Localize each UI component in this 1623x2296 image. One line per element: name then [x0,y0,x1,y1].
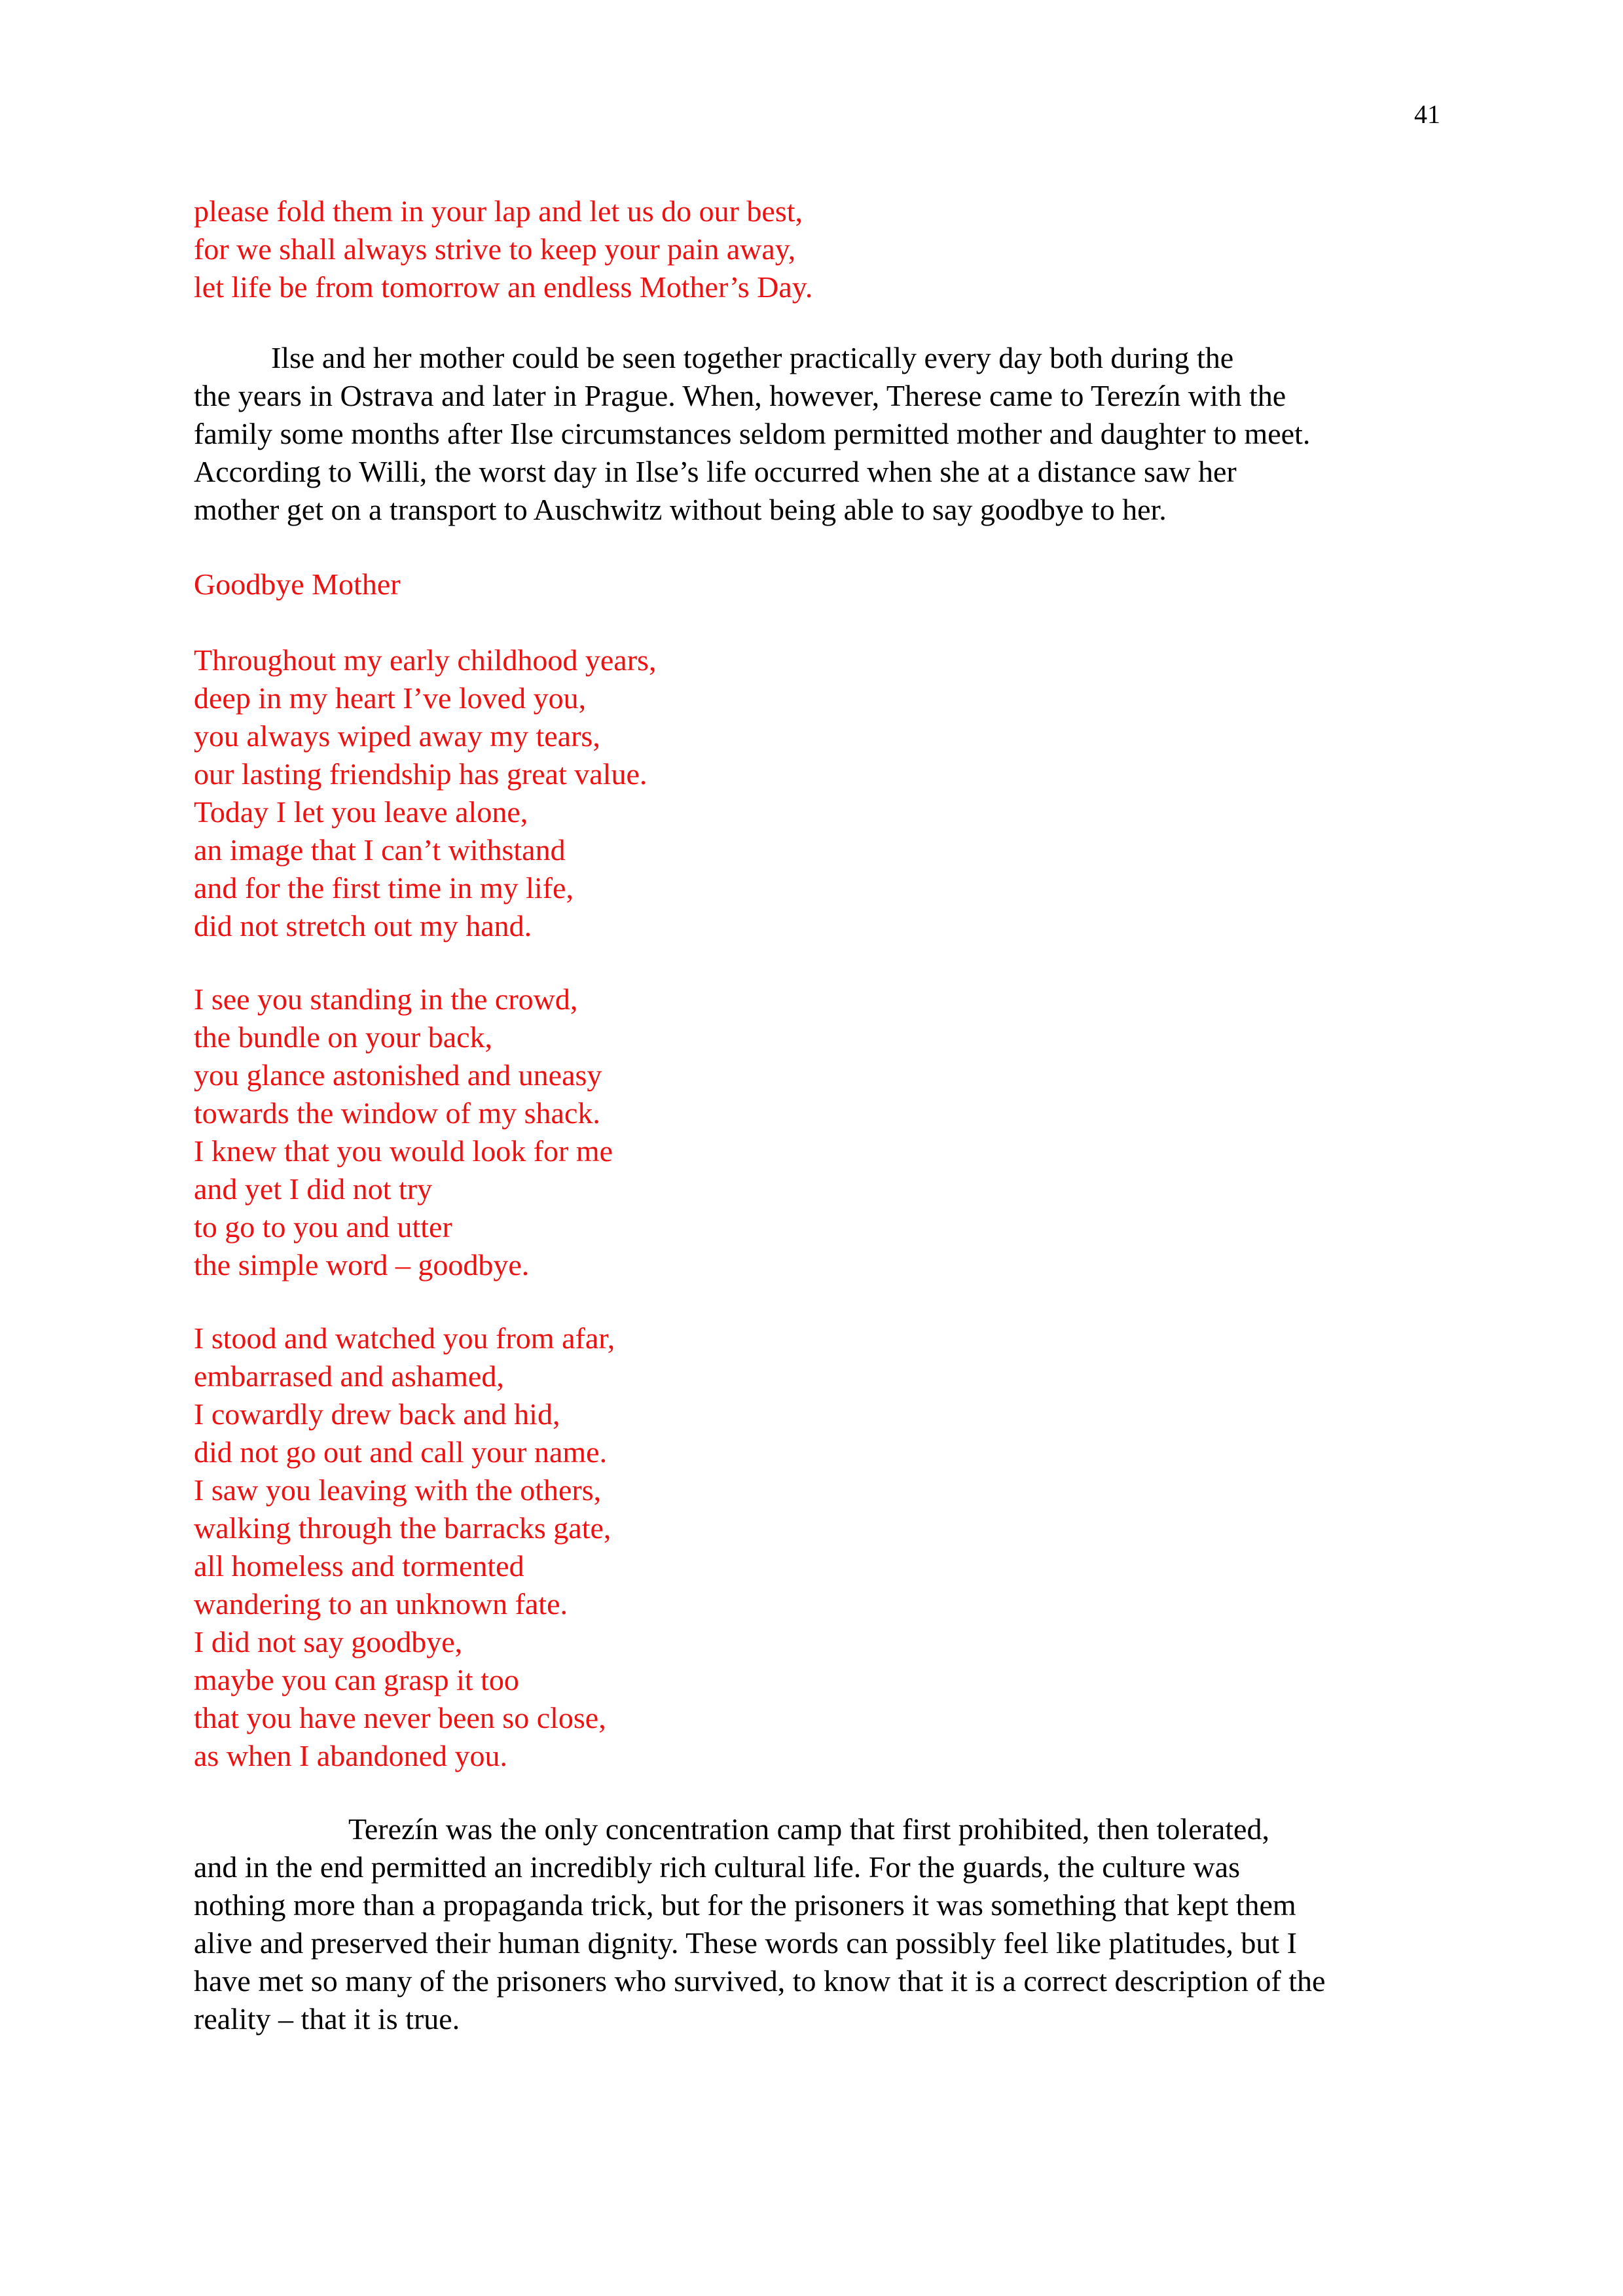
poem-line: please fold them in your lap and let us do our best, [194,194,803,228]
poem-line: an image that I can’t withstand [194,833,566,867]
poem-line: that you have never been so close, [194,1701,606,1734]
poem-line: I stood and watched you from afar, [194,1321,615,1355]
poem-title-text: Goodbye Mother [194,567,401,601]
poem-line: let life be from tomorrow an endless Mother’s Day. [194,270,813,304]
poem-line: towards the window of my shack. [194,1096,600,1130]
poem-line: you glance astonished and uneasy [194,1058,602,1092]
paragraph-line: mother get on a transport to Auschwitz without being able to say goodbye to her. [194,493,1167,526]
paragraph-line: Ilse and her mother could be seen together practically every day both during the [271,341,1234,374]
poem-line: and yet I did not try [194,1172,433,1206]
page-number: 41 [1414,99,1440,129]
poem-stanza-1 [194,641,656,945]
poem-line: deep in my heart I’ve loved you, [194,681,587,715]
poem-line: Throughout my early childhood years, [194,643,657,677]
poem-line: to go to you and utter [194,1210,452,1244]
paragraph-line: nothing more than a propaganda trick, but for the prisoners it was something that kept them [194,1888,1296,1922]
poem-ending [194,192,812,306]
poem-stanza-2 [194,980,613,1284]
poem-line: you always wiped away my tears, [194,719,600,753]
paragraph-line: the years in Ostrava and later in Prague. When, however, Therese came to Terezín with the [194,379,1286,412]
poem-line: maybe you can grasp it too [194,1663,519,1696]
poem-line: wandering to an unknown fate. [194,1587,568,1621]
poem-line: did not go out and call your name. [194,1435,608,1469]
paragraph-ilse-and-mother [194,339,1310,529]
poem-line: I knew that you would look for me [194,1134,613,1168]
poem-line: the simple word – goodbye. [194,1248,530,1282]
poem-stanza-3 [194,1319,615,1775]
paragraph-line: have met so many of the prisoners who survived, to know that it is a correct description of the [194,1964,1326,1998]
poem-line: I cowardly drew back and hid, [194,1397,560,1431]
poem-line: our lasting friendship has great value. [194,757,647,791]
paragraph-line: According to Willi, the worst day in Ilse’s life occurred when she at a distance saw her [194,455,1237,488]
poem-line: all homeless and tormented [194,1549,524,1583]
poem-line: for we shall always strive to keep your pain away, [194,232,796,266]
poem-title [194,565,401,603]
poem-line: walking through the barracks gate, [194,1511,611,1545]
poem-line: Today I let you leave alone, [194,795,528,829]
poem-line: and for the first time in my life, [194,871,574,905]
paragraph-line: alive and preserved their human dignity. These words can possibly feel like platitudes, but I [194,1926,1297,1960]
poem-line: I saw you leaving with the others, [194,1473,602,1507]
poem-line: the bundle on your back, [194,1020,493,1054]
poem-line: I did not say goodbye, [194,1625,463,1659]
paragraph-line: Terezín was the only concentration camp that first prohibited, then tolerated, [348,1812,1269,1846]
poem-line: I see you standing in the crowd, [194,982,578,1016]
paragraph-line: and in the end permitted an incredibly rich cultural life. For the guards, the culture was [194,1850,1240,1884]
poem-line: as when I abandoned you. [194,1739,508,1772]
paragraph-terezin-culture [194,1810,1325,2038]
paragraph-line: reality – that it is true. [194,2002,460,2036]
poem-line: did not stretch out my hand. [194,909,532,942]
paragraph-line: family some months after Ilse circumstances seldom permitted mother and daughter to meet. [194,417,1311,450]
poem-line: embarrased and ashamed, [194,1359,504,1393]
